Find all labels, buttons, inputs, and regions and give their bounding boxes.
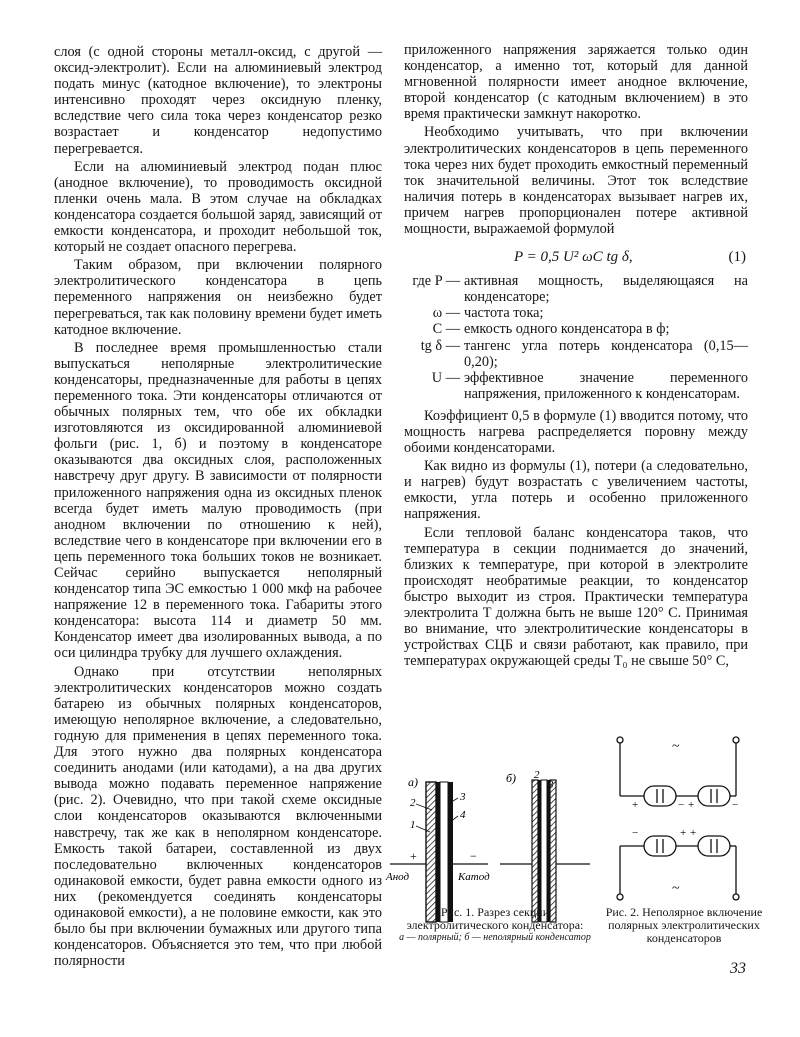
definition-row (404, 305, 748, 321)
paragraph: приложенного напряжения заряжается только один конденсатор, а именно тот, который для данной мгновенной полярности имеет анодное включение, второй конденсатор (с катодным включением) в это время практически замкнут накоротко. (404, 42, 748, 123)
polarity-sign: + (688, 799, 695, 811)
fig1-number: 2 (534, 770, 540, 781)
fig1-number: 4 (460, 809, 466, 821)
definition-symbol: U — (431, 369, 460, 386)
polarity-sign: + (632, 799, 639, 811)
polarity-sign: − (632, 827, 639, 839)
definition-text: эффективное значение переменного напряжения, приложенного к конденсаторам. (464, 369, 748, 402)
definition-row (404, 338, 748, 370)
definition-symbol: tg δ — (420, 337, 460, 354)
paragraph: Если тепловой баланс конденсатора таков, что температура в секции поднимается до значений, близких к температуре, при которой в электролите происходят необратимые реакции, то конденсатор быстро выходит из строя. Практически температура электролита T должна быть не выше 120° С. Принимая во внимание, что электролитические конденсаторы в устройствах СЦБ и связи работают, как правило, при температурах окружающей среды T₀ не свыше 50° С, (404, 524, 748, 670)
paragraph: Таким образом, при включении полярного электролитического конденсатора в цепь переменного напряжения он неизбежно будет перегреваться, так как половину времени будет иметь катодное включение. (54, 257, 382, 338)
fig1-number: 3 (460, 791, 466, 803)
paragraph: Если на алюминиевый электрод подан плюс (анодное включение), то проводимость оксидной пленки очень мала. В этом случае на обкладках конденсатора создается большой заряд, зависящий от емкости конденсатора, и проходит небольшой ток, который не создает опасного перегрева. (54, 158, 382, 256)
fig1-number: 2 (410, 797, 416, 809)
polarity-sign: − (678, 799, 685, 811)
definition-row (404, 273, 748, 305)
definition-symbol: ω — (432, 305, 460, 322)
definition-where: где P — (412, 273, 460, 290)
fig1-sign-plus: + (410, 849, 417, 863)
fig1-label-b: б) (506, 771, 517, 785)
paragraph: Как видно из формулы (1), потери (а следовательно, и нагрев) будут возрастать с увеличением частоты, емкости, угла потерь и особенно приложенного напряжения. (404, 458, 748, 523)
figure-1-caption: Рис. 1. Разрез секции электролитического конденсатора: а — полярный; б — неполярный конденсатор (390, 906, 600, 943)
definition-text: активная мощность, выделяющаяся на конденсаторе; (464, 273, 748, 306)
figure-2-caption: Рис. 2. Неполярное включение полярных электролитических конденсаторов (605, 905, 763, 945)
capacitor-section-nonpolar (532, 780, 556, 922)
figures-area (380, 734, 770, 964)
definition-row (404, 370, 748, 402)
definition-text: тангенс угла потерь конденсатора (0,15—0,20); (464, 337, 748, 370)
definition-text: емкость одного конденсатора в ф; (464, 321, 670, 338)
figure-2-drawing (604, 734, 764, 914)
formula-text: P = 0,5 U² ωC tg δ, (514, 248, 633, 265)
fig1-label-a: а) (408, 775, 418, 789)
left-column (54, 44, 382, 969)
right-column (404, 42, 748, 669)
polarity-sign: + (690, 827, 697, 839)
paragraph: Необходимо учитывать, что при включении электролитических конденсаторов в цепь переменного тока через них будет проходить емкостный переменный ток значительной величины. Этот ток вследствие наличия потерь в конденсаторах вызывает нагрев их, причем нагрев пропорционален потере активной мощности, выражаемой формулой (404, 124, 748, 238)
formula-1 (404, 247, 748, 267)
fig1-number: 1 (410, 819, 416, 831)
polarity-sign: − (732, 799, 739, 811)
formula-definitions (404, 273, 748, 402)
definition-text: частота тока; (464, 305, 544, 322)
formula-number: (1) (728, 248, 746, 265)
ac-symbol: ~ (672, 739, 680, 754)
figure-1-subcaption: а — полярный; б — неполярный конденсатор (399, 932, 591, 943)
page-number: 33 (730, 960, 746, 977)
paragraph: Коэффициент 0,5 в формуле (1) вводится потому, что мощность нагрева распределяется поровну между обоими конденсаторами. (404, 407, 748, 457)
polarity-sign: + (680, 827, 687, 839)
definition-symbol: C — (432, 321, 460, 338)
ac-symbol: ~ (672, 881, 680, 896)
paragraph: В последнее время промышленностью стали выпускаться неполярные электролитические конденсаторы, предназначенные для работы в цепях переменного тока. Эти конденсаторы отличаются от обычных полярных тем, что обе их обкладки изготовляются из оксидированной алюминиевой фольги (рис. 1, б) и поэтому в конденсаторе оказываются два оксидных слоя, расположенных навстречу друг другу. В зависимости от полярности приложенного напряжения одна из оксидных пленок всегда будет иметь малую проводимость (при анодном включении по отношению к ней), вследствие чего в конденсаторе при включении его в цепь переменного тока больших токов не возникает. Сейчас серийно выпускается неполярный конденсатор типа ЭС емкостью 1 000 мкф на рабочее напряжение 12 в переменного тока. Габариты этого конденсатора: высота 114 и диаметр 50 мм. Конденсатор имеет два изолированных вывода, а по оси цилиндра трубку для лучшего охлаждения. (54, 339, 382, 662)
fig1-cathode-label: Катод (458, 871, 490, 883)
fig1-anode-label: Анод (386, 871, 410, 883)
paragraph: Однако при отсутствии неполярных электролитических конденсаторов можно создать батарею из обычных полярных конденсаторов, имеющую неполярное включение, а следовательно, годную для применения в цепях переменного тока. Для этого нужно два полярных конденсатора соединить анодами (или катодами), а на два других вывода можно подавать переменное напряжение (рис. 2). Очевидно, что при такой схеме оксидные слои конденсаторов оказываются включенными навстречу, так же как в неполярном конденсаторе. Емкость такой батареи, составленной из двух последовательно включенных конденсаторов одинаковой емкости, будет равна емкости одного из них (рекомендуется соединять конденсаторы одинаковой емкости), а не половине емкости, как это было бы при включении бумажных или другого типа конденсаторов. Объясняется это тем, что при любой полярности (54, 663, 382, 970)
definition-row (404, 321, 748, 337)
fig1-number: 3 (548, 779, 554, 791)
paragraph: слоя (с одной стороны металл-оксид, с другой — оксид-электролит). Если на алюминиевый электрод подать минус (катодное включение), то электроны интенсивно проходят через оксидную пленку, вследствие чего сила тока через конденсатор резко возрастает и конденсатор недопустимо перегревается. (54, 44, 382, 157)
fig1-sign-minus: − (470, 849, 477, 863)
